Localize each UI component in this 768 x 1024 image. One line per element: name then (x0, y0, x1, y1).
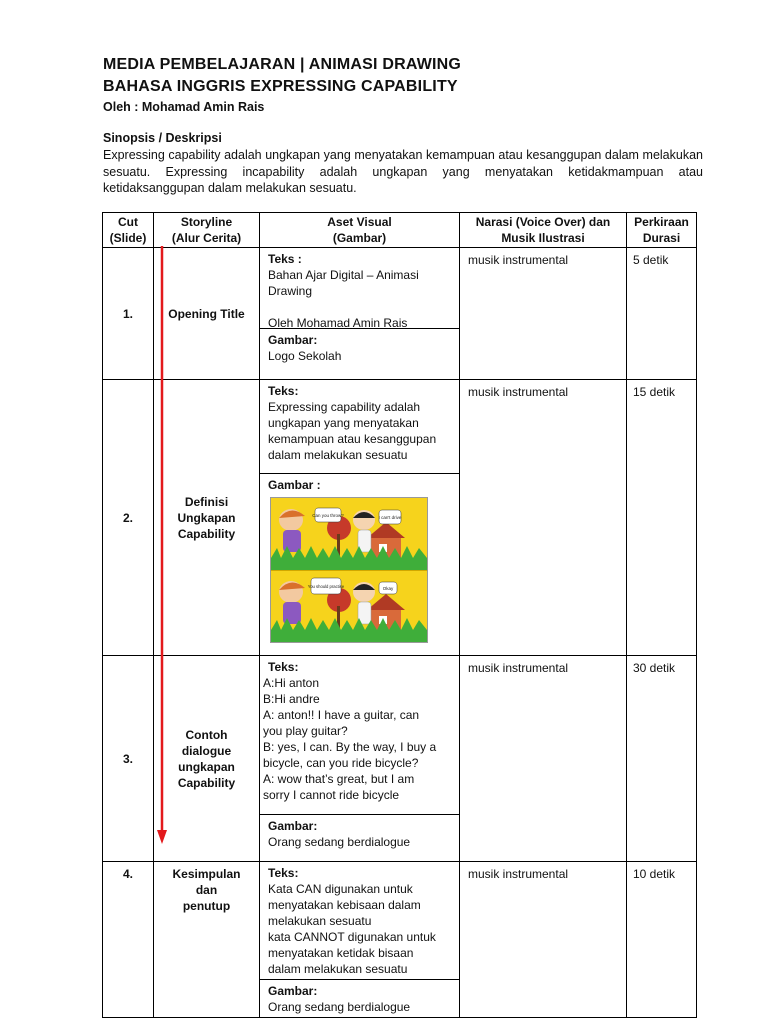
table-header-row (103, 213, 697, 248)
duration-cell: 5 detik (627, 248, 697, 380)
document-title-line-2: BAHASA INGGRIS EXPRESSING CAPABILITY (103, 78, 458, 95)
visual-asset-cell (260, 248, 460, 380)
cut-number: 3. (103, 656, 154, 862)
teks-block: Teks: A:Hi anton B:Hi andre A: anton!! I have a guitar, can you play guitar? B: yes, I can. By the way, I buy a bicycle, can you ride bicycle? A: wow that’s great, but I am sorry I cannot ride bicycle (263, 660, 437, 802)
gambar-block: Gambar : Can you throw? I can't drive You should practise Okay (260, 473, 459, 655)
cut-number: 2. (103, 380, 154, 656)
cut-number: 4. (103, 862, 154, 1018)
narration-cell: musik instrumental (460, 380, 627, 656)
document-title-line-1: MEDIA PEMBELAJARAN | ANIMASI DRAWING (103, 56, 462, 73)
storyline-cell: Kesimpulan dan penutup (154, 862, 260, 1018)
duration-cell: 10 detik (627, 862, 697, 1018)
gambar-block: Gambar: Logo Sekolah (260, 328, 459, 366)
duration-cell: 15 detik (627, 380, 697, 656)
teks-block: Teks : Bahan Ajar Digital – Animasi Drawing Oleh Mohamad Amin Rais (268, 252, 419, 330)
document-author: Oleh : Mohamad Amin Rais (103, 100, 265, 114)
synopsis-heading: Sinopsis / Deskripsi (103, 131, 222, 145)
teks-block: Teks: Expressing capability adalah ungkapan yang menyatakan kemampuan atau kesanggupan dalam melakukan sesuatu (268, 384, 437, 462)
narration-cell: musik instrumental (460, 248, 627, 380)
speech-bubble-text: You should practise (307, 584, 345, 589)
teks-block: Teks: Kata CAN digunakan untuk menyatakan kebisaan dalam melakukan sesuatu kata CANNOT digunakan untuk menyatakan ketidak bisaan dalam melakukan sesuatu (268, 866, 436, 976)
visual-asset-cell (260, 380, 460, 656)
synopsis-body: Expressing capability adalah ungkapan yang menyatakan kemampuan atau kesanggupan dalam melakukan sesuatu. Expressing incapability adalah ungkapan yang menyatakan ketidakmampuan atau ketidaksanggupan dalam melakukan sesuatu. (103, 148, 703, 195)
table-row (103, 380, 697, 656)
duration-cell: 30 detik (627, 656, 697, 862)
header-cut: Cut (Slide) (103, 213, 154, 248)
storyline-cell: Definisi Ungkapan Capability (154, 380, 260, 656)
speech-bubble-text: I can't drive (378, 515, 402, 520)
cut-number: 1. (103, 248, 154, 380)
storyline-cell: Opening Title (154, 248, 260, 380)
visual-asset-cell (260, 656, 460, 862)
table-row (103, 656, 697, 862)
header-storyline: Storyline (Alur Cerita) (154, 213, 260, 248)
speech-bubble-text: Okay (382, 586, 394, 591)
header-narration: Narasi (Voice Over) dan Musik Ilustrasi (460, 213, 627, 248)
narration-cell: musik instrumental (460, 656, 627, 862)
narration-cell: musik instrumental (460, 862, 627, 1018)
gambar-block: Gambar: Orang sedang berdialogue (260, 979, 459, 1017)
storyline-cell: Contoh dialogue ungkapan Capability (154, 656, 260, 862)
table-row (103, 248, 697, 380)
storyboard-table (102, 212, 697, 1018)
visual-asset-cell (260, 862, 460, 1018)
header-duration: Perkiraan Durasi (627, 213, 697, 248)
header-visual-asset: Aset Visual (Gambar) (260, 213, 460, 248)
table-row (103, 862, 697, 1018)
speech-bubble-text: Can you throw? (312, 513, 344, 518)
cartoon-dialogue-image (270, 497, 428, 643)
gambar-block: Gambar: Orang sedang berdialogue (260, 814, 459, 852)
